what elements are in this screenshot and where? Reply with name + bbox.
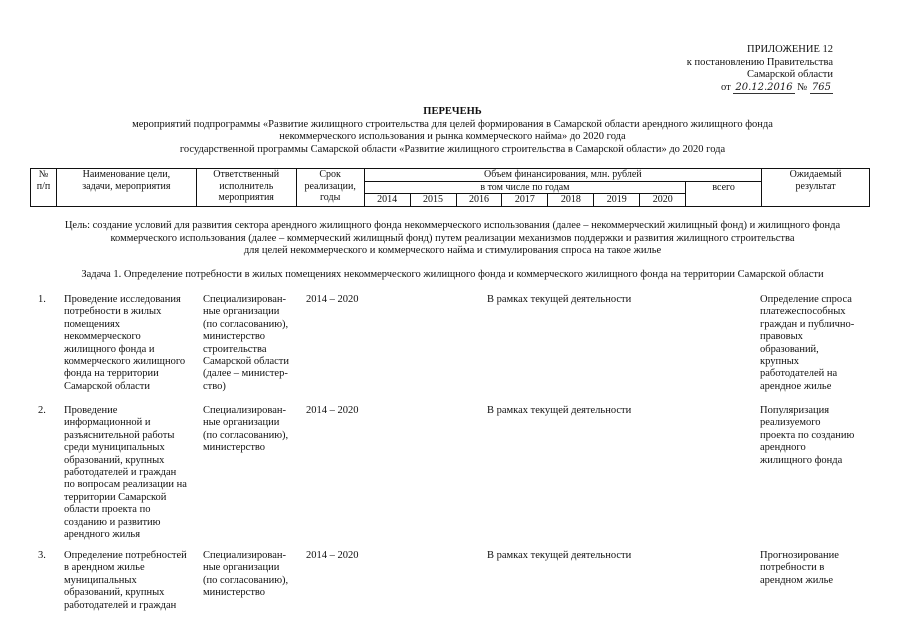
header-total: всего [686,181,762,206]
row-executor: Специализирован- ные организации (по согласованию), министерство [203,405,289,454]
row-executor: Специализирован- ные организации (по согласованию), министерство строительства Самарской области (далее – министер- ство) [203,294,289,392]
handwritten-number: 765 [811,81,831,93]
row-finance: В рамках текущей деятельности [487,550,632,561]
document-title [0,106,905,156]
row-finance: В рамках текущей деятельности [487,294,632,305]
row-term: 2014 – 2020 [306,294,359,305]
number-sign: № [797,81,808,93]
row-number: 2. [38,405,46,416]
header-year: 2019 [594,194,640,207]
handwritten-date: 20.12.2016 [735,81,793,93]
row-result: Определение спроса платежеспособных граждан и публично- правовых образований, крупных работодателей на арендное жилье [760,294,855,392]
row-result: Популяризация реализуемого проекта по созданию арендного жилищного фонда [760,405,855,466]
header-executor: Ответственный исполнитель мероприятия [196,169,296,207]
row-name: Определение потребностей в арендном жилье муниципальных образований, крупных работодателей и граждан [64,550,187,611]
title-line-2: мероприятий подпрограммы «Развитие жилищного строительства для целей формирования в Самарской области арендного жилищного фонда [132,118,773,130]
header-year: 2017 [502,194,548,207]
header-num: № п/п [31,169,57,207]
header-year: 2015 [410,194,456,207]
row-term: 2014 – 2020 [306,550,359,561]
header-year: 2016 [456,194,502,207]
task-heading: Задача 1. Определение потребности в жилых помещениях некоммерческого жилищного фонда и коммерческого жилищного фонда на территории Самарской области [81,269,824,280]
title-perechen: ПЕРЕЧЕНЬ [423,106,482,117]
appendix-ref: к постановлению Правительства [686,56,833,68]
header-year: 2018 [548,194,594,207]
row-name: Проведение исследования потребности в жилых помещениях некоммерческого жилищного фонда и коммерческого жилищного фонда на территории Самарской области [64,294,186,392]
row-result: Прогнозирование потребности в арендном жилье [760,550,839,586]
row-finance: В рамках текущей деятельности [487,405,632,416]
row-number: 3. [38,550,46,561]
header-term: Срок реализации, годы [296,169,364,207]
goal-text: Цель: создание условий для развития сектора арендного жилищного фонда некоммерческого использования (далее – некоммерческий жилищный фонд) и жилищного фонда коммерческого использования (далее – коммерческий жилищный фонд) путем реализации механизмов поддержки и развития жилищного строительства для целей некоммерческого и коммерческого найма и стимулирования спроса на такое жилье [64,220,841,256]
row-number: 1. [38,294,46,305]
row-term: 2014 – 2020 [306,405,359,416]
header-year: 2020 [640,194,686,207]
title-line-3: некоммерческого использования и рынка коммерческого найма» до 2020 года [279,131,626,142]
table-header [30,168,870,207]
header-name: Наименование цели, задачи, мероприятия [56,169,196,207]
appendix-date-line [633,82,833,95]
appendix-block [633,44,833,94]
date-prefix: от [721,81,731,93]
header-year: 2014 [364,194,410,207]
header-by-years: в том числе по годам [364,181,686,194]
row-name: Проведение информационной и разъяснительной работы среди муниципальных образований, крупных работодателей и граждан по вопросам реализации на территории Самарской области проекта по созданию и развитию арендного жилья [64,405,187,541]
title-line-4: государственной программы Самарской области «Развитие жилищного строительства в Самарской области» до 2020 года [179,143,726,155]
row-executor: Специализирован- ные организации (по согласованию), министерство [203,550,289,599]
appendix-region: Самарской области [747,69,833,80]
appendix-title: ПРИЛОЖЕНИЕ 12 [747,44,833,55]
header-finance: Объем финансирования, млн. рублей [364,169,761,182]
header-result: Ожидаемый результат [762,169,870,207]
